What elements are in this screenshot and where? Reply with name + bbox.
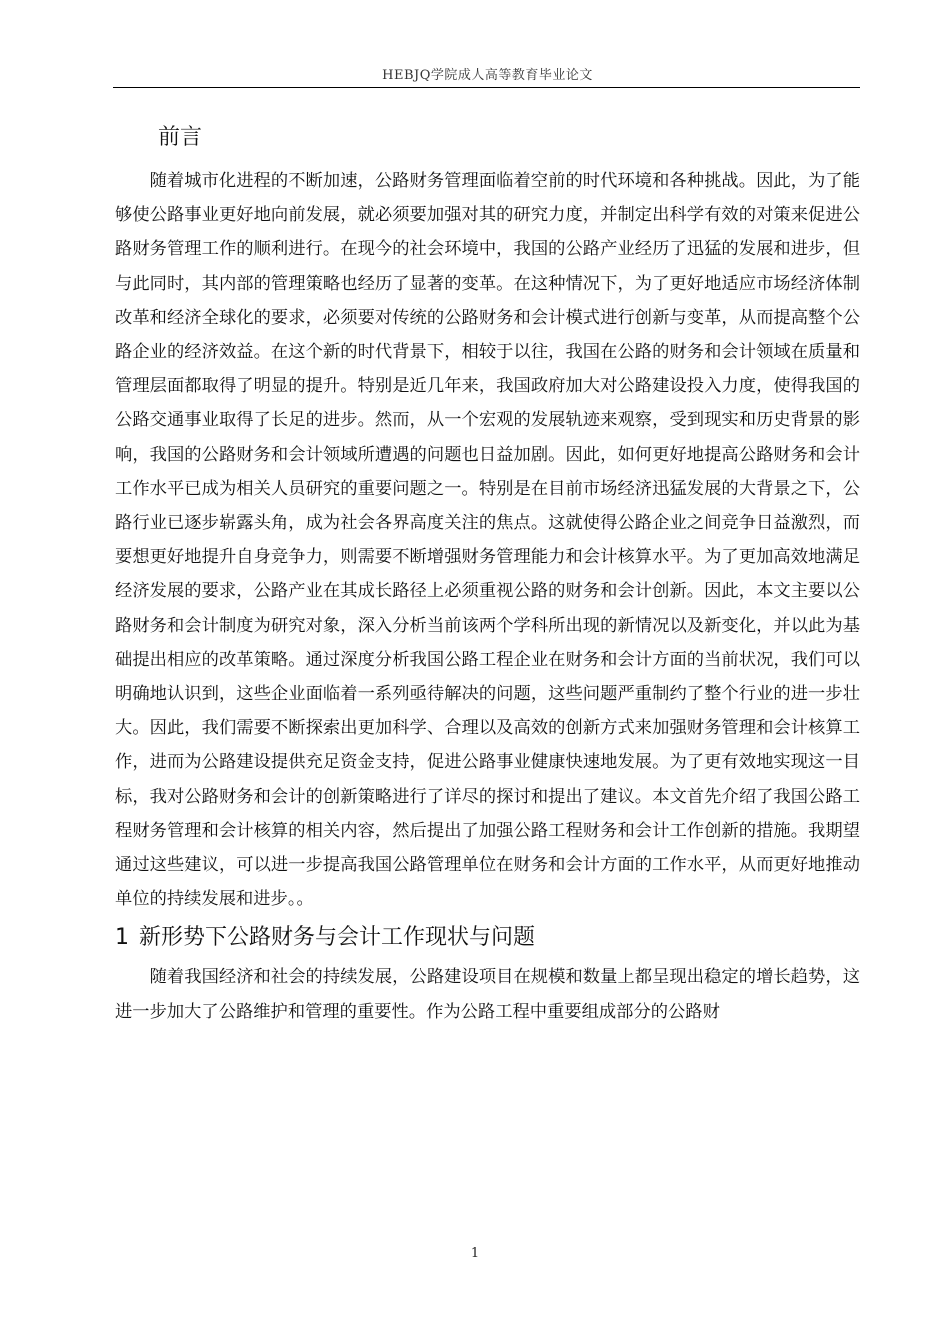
intro-paragraph: 随着城市化进程的不断加速，公路财务管理面临着空前的时代环境和各种挑战。因此，为了能够使公路事业更好地向前发展，就必须要加强对其的研究力度，并制定出科学有效的对策来促进公路财务管理工作的顺利进行。在现今的社会环境中，我国的公路产业经历了迅猛的发展和进步，但与此同时，其内部的管理策略也经历了显著的变革。在这种情况下，为了更好地适应市场经济体制改革和经济全球化的要求，必须要对传统的公路财务和会计模式进行创新与变革，从而提高整个公路企业的经济效益。在这个新的时代背景下，相较于以往，我国在公路的财务和会计领域在质量和管理层面都取得了明显的提升。特别是近几年来，我国政府加大对公路建设投入力度，使得我国的公路交通事业取得了长足的进步。然而，从一个宏观的发展轨迹来观察，受到现实和历史背景的影响，我国的公路财务和会计领域所遭遇的问题也日益加剧。因此，如何更好地提高公路财务和会计工作水平已成为相关人员研究的重要问题之一。特别是在目前市场经济迅猛发展的大背景之下，公路行业已逐步崭露头角，成为社会各界高度关注的焦点。这就使得公路企业之间竞争日益激烈，而要想更好地提升自身竞争力，则需要不断增强财务管理能力和会计核算水平。为了更加高效地满足经济发展的要求，公路产业在其成长路径上必须重视公路的财务和会计创新。因此，本文主要以公路财务和会计制度为研究对象，深入分析当前该两个学科所出现的新情况以及新变化，并以此为基础提出相应的改革策略。通过深度分析我国公路工程企业在财务和会计方面的当前状况，我们可以明确地认识到，这些企业面临着一系列亟待解决的问题，这些问题严重制约了整个行业的进一步壮大。因此，我们需要不断探索出更加科学、合理以及高效的创新方式来加强财务管理和会计核算工作，进而为公路建设提供充足资金支持，促进公路事业健康快速地发展。为了更有效地实现这一目标，我对公路财务和会计的创新策略进行了详尽的探讨和提出了建议。本文首先介绍了我国公路工程财务管理和会计核算的相关内容，然后提出了加强公路工程财务和会计工作创新的措施。我期望通过这些建议，可以进一步提高我国公路管理单位在财务和会计方面的工作水平，从而更好地推动单位的持续发展和进步。。	[115, 171, 860, 910]
intro-heading: 前言	[158, 125, 203, 150]
header-divider	[113, 87, 860, 88]
page-content	[115, 118, 860, 1029]
chapter-1-number: 1	[115, 925, 129, 951]
running-header: HEBJQ学院成人高等教育毕业论文	[382, 68, 593, 83]
chapter-1-title: 新形势下公路财务与会计工作现状与问题	[139, 925, 536, 951]
chapter-1-paragraph: 随着我国经济和社会的持续发展，公路建设项目在规模和数量上都呈现出稳定的增长趋势，这进一步加大了公路维护和管理的重要性。作为公路工程中重要组成部分的公路财	[115, 967, 860, 1022]
page-number: 1	[470, 1246, 480, 1261]
chapter-1-heading	[115, 918, 860, 958]
